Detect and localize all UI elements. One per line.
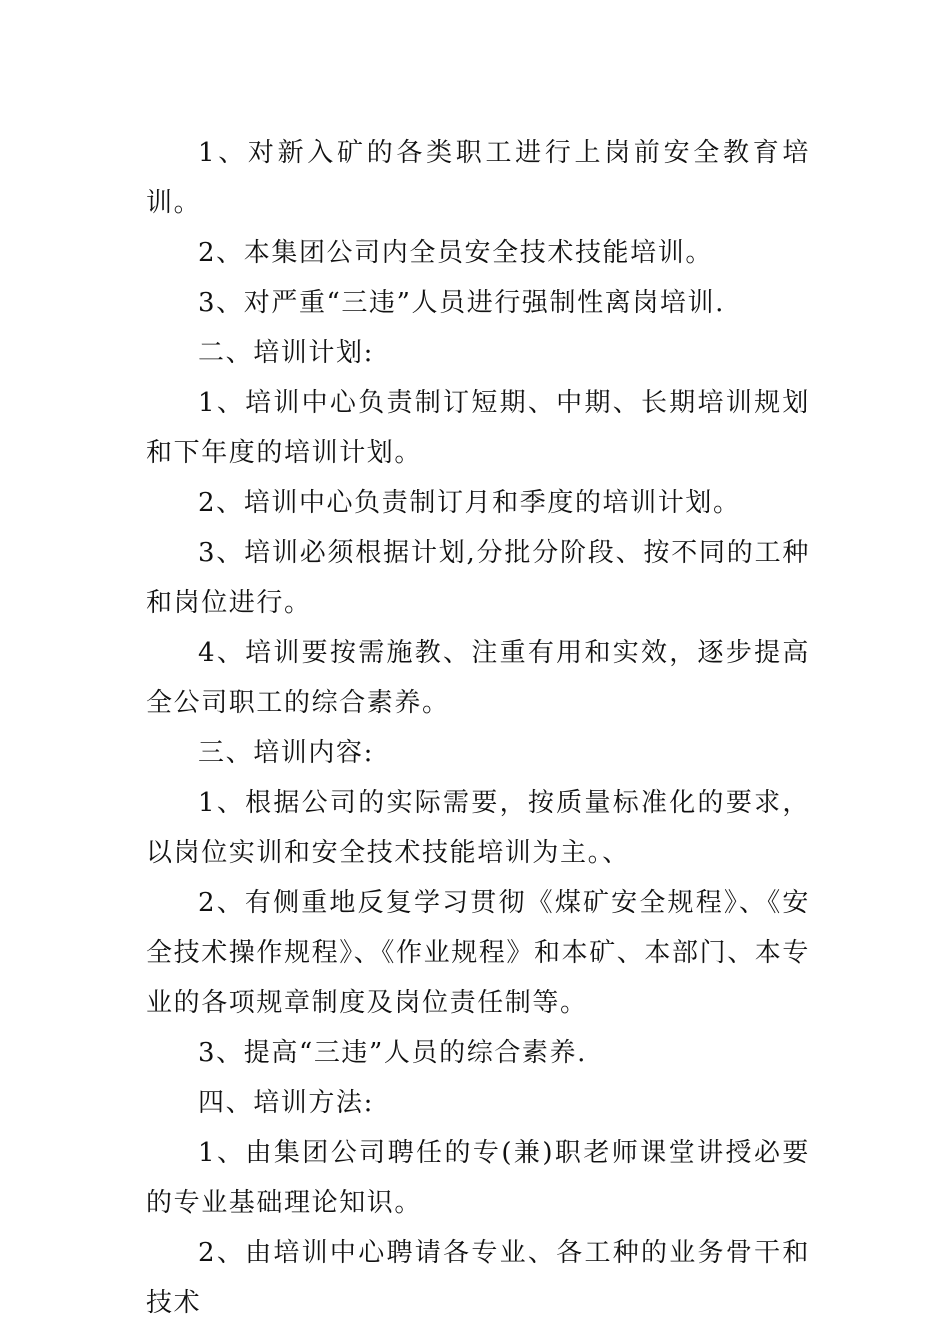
- paragraph-1: 1、对新入矿的各类职工进行上岗前安全教育培训。: [146, 138, 810, 218]
- paragraph-12: 3、提高“三违”人员的综合素养.: [198, 1038, 587, 1068]
- section-heading-training-methods: 四、培训方法:: [198, 1088, 374, 1118]
- paragraph-8: 4、培训要按需施教、注重有用和实效，逐步提高全公司职工的综合素养。: [146, 638, 810, 718]
- document-page: [146, 128, 810, 1328]
- section-heading-training-content: 三、培训内容:: [198, 738, 374, 768]
- paragraph-10: 1、根据公司的实际需要，按质量标准化的要求，以岗位实训和安全技术技能培训为主。、: [146, 788, 810, 868]
- paragraph-5: 1、培训中心负责制订短期、中期、长期培训规划和下年度的培训计划。: [146, 388, 810, 468]
- paragraph-2: 2、本集团公司内全员安全技术技能培训。: [198, 238, 713, 268]
- paragraph-15: 2、由培训中心聘请各专业、各工种的业务骨干和技术: [146, 1238, 810, 1318]
- paragraph-14: 1、由集团公司聘任的专(兼)职老师课堂讲授必要的专业基础理论知识。: [146, 1138, 810, 1218]
- paragraph-3: 3、对严重“三违”人员进行强制性离岗培训.: [198, 288, 725, 318]
- paragraph-7: 3、培训必须根据计划,分批分阶段、按不同的工种和岗位进行。: [146, 538, 810, 618]
- paragraph-11: 2、有侧重地反复学习贯彻《煤矿安全规程》、《安全技术操作规程》、《作业规程》和本矿、本部门、本专业的各项规章制度及岗位责任制等。: [146, 888, 811, 1018]
- paragraph-6: 2、培训中心负责制订月和季度的培训计划。: [198, 488, 741, 518]
- section-heading-training-plan: 二、培训计划:: [198, 338, 374, 368]
